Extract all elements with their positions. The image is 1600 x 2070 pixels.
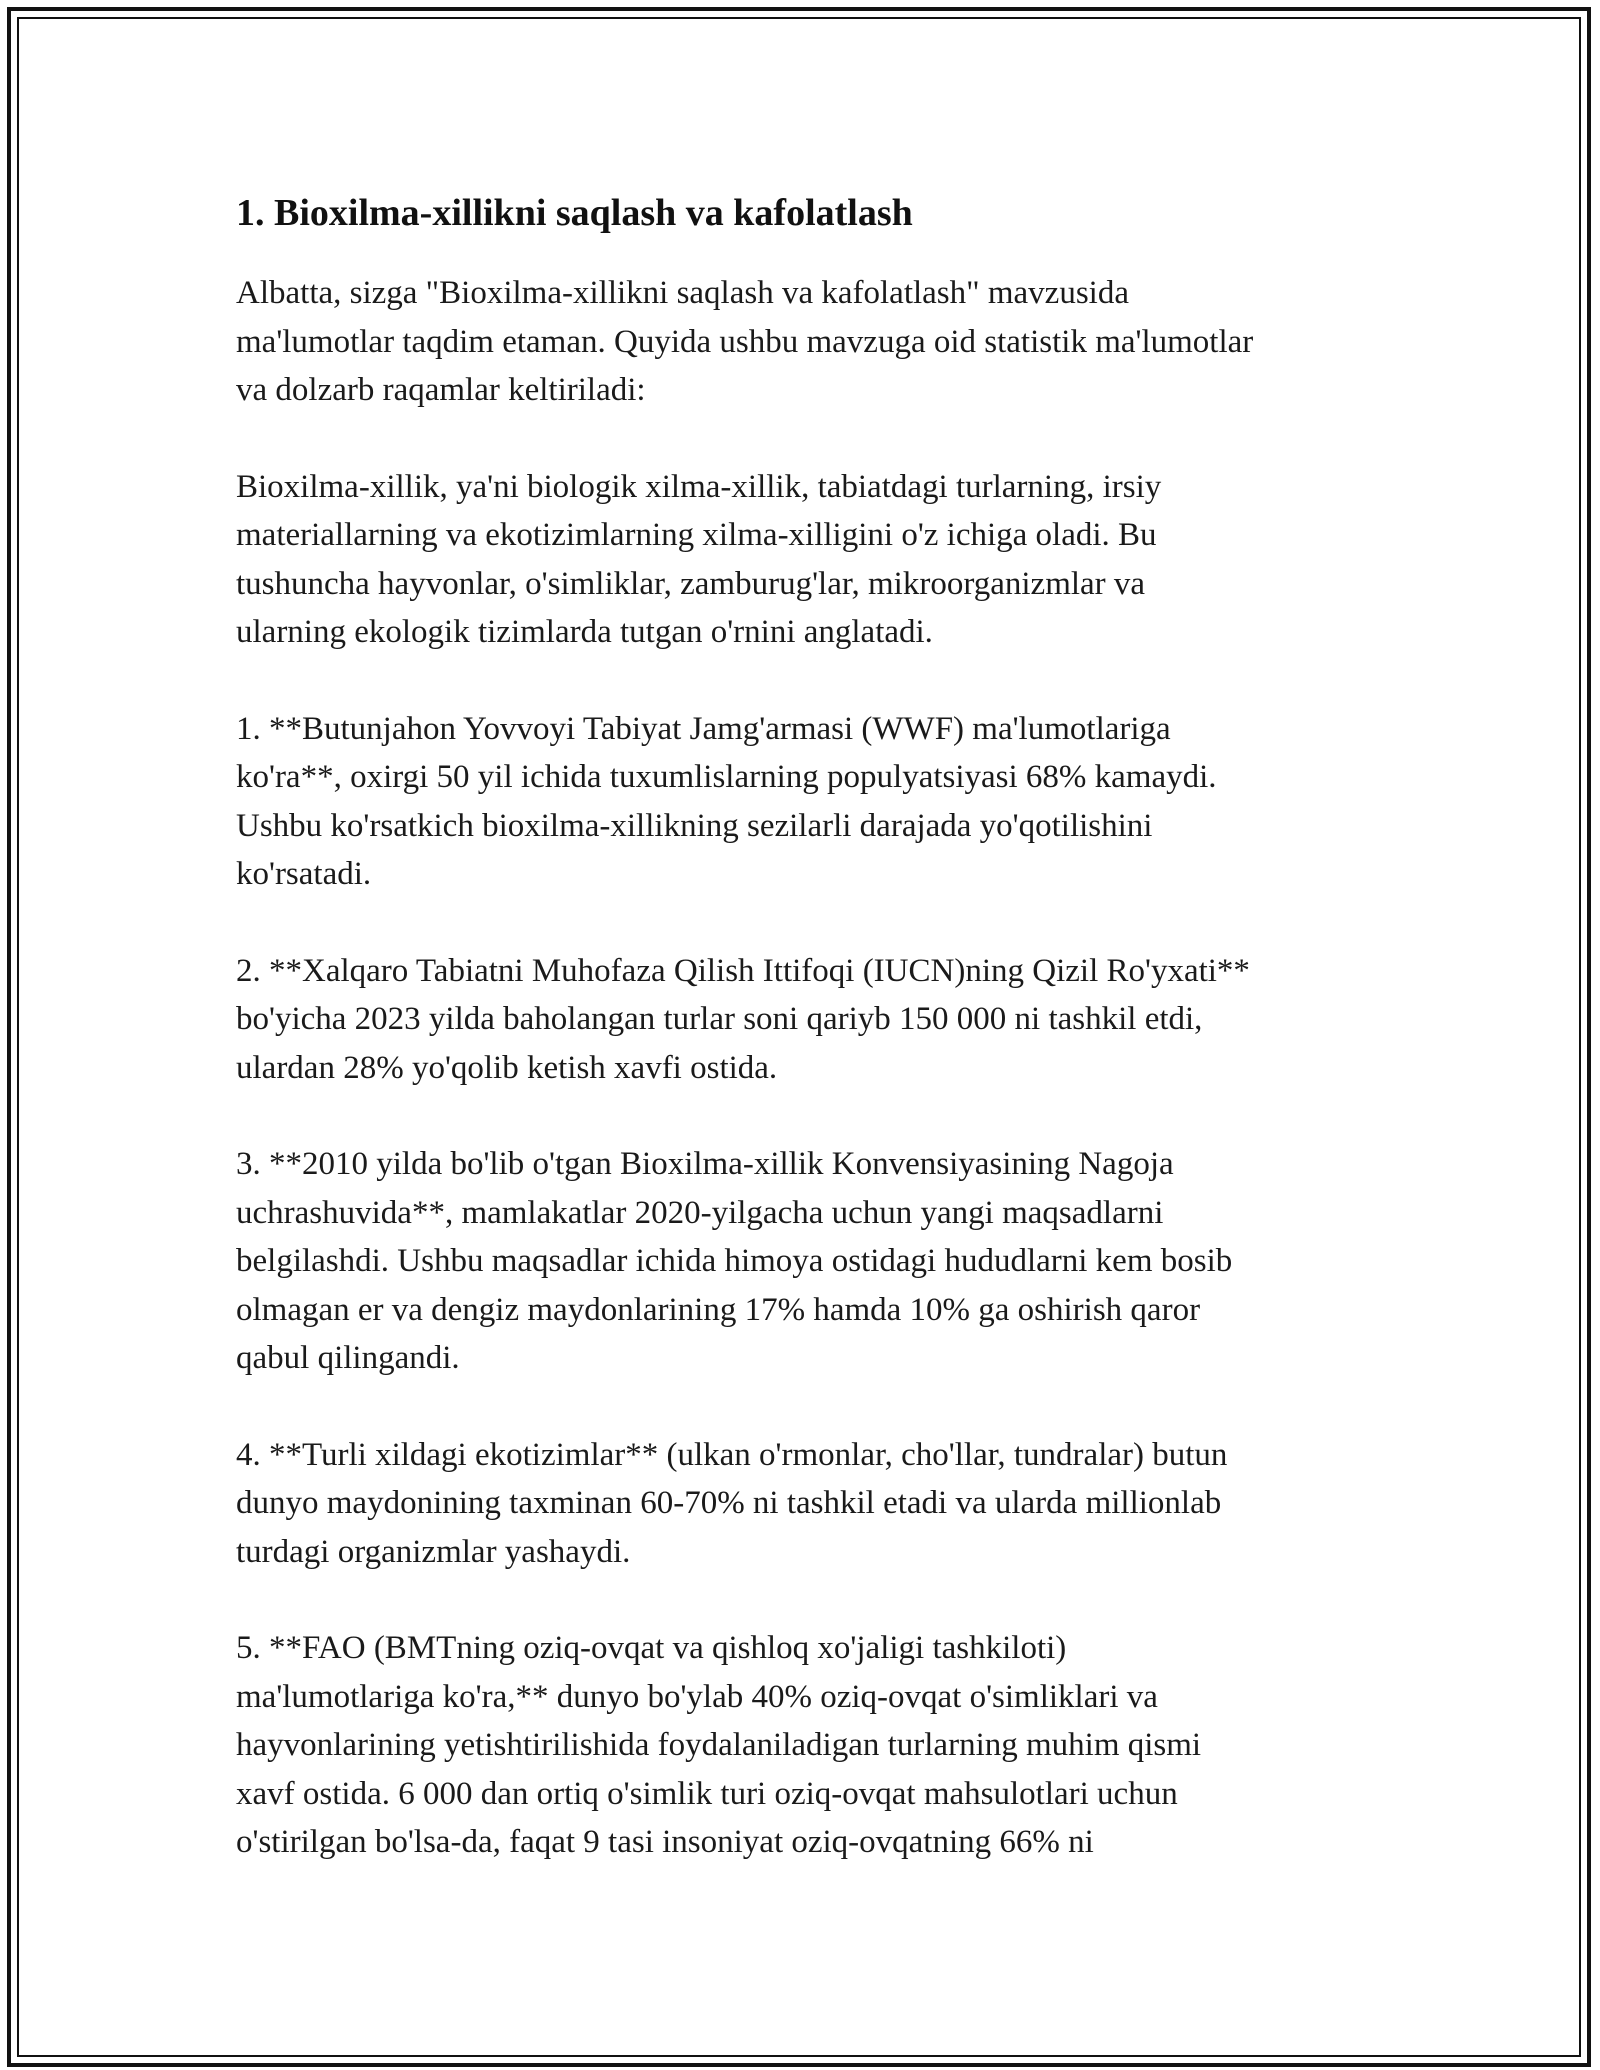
list-item-ecosystems: 4. **Turli xildagi ekotizimlar** (ulkan o'rmonlar, cho'llar, tundralar) butun dunyo maydonining taxminan 60-70% ni tashkil etadi va ularda millionlab turdagi organizmlar yashaydi. — [236, 1436, 1228, 1570]
list-item-wwf: 1. **Butunjahon Yovvoyi Tabiyat Jamg'armasi (WWF) ma'lumotlariga ko'ra**, oxirgi 50 yil ichida tuxumlislarning populyatsiyasi 68% kamaydi. Ushbu ko'rsatkich bioxilma-xillikning sezilarli darajada yo'qotilishini ko'rsatadi. — [236, 710, 1217, 892]
list-item-fao: 5. **FAO (BMTning oziq-ovqat va qishloq xo'jaligi tashkiloti) ma'lumotlariga ko'ra,** dunyo bo'ylab 40% oziq-ovqat o'simliklari va hayvonlarining yetishtirilishida foydalaniladigan turlarning muhim qismi xavf ostida. 6 000 dan ortiq o'simlik turi oziq-ovqat mahsulotlari uchun o'stirilgan bo'lsa-da, faqat 9 tasi insoniyat oziq-ovqatning 66% ni — [236, 1630, 1202, 1860]
document-body — [236, 185, 1386, 1867]
list-item-nagoya: 3. **2010 yilda bo'lib o'tgan Bioxilma-xillik Konvensiyasining Nagoja uchrashuvida**, mamlakatlar 2020-yilgacha uchun yangi maqsadlarni belgilashdi. Ushbu maqsadlar ichida himoya ostidagi hududlarni kem bosib olmagan er va dengiz maydonlarining 17% hamda 10% ga oshirish qaror qabul qilingandi. — [236, 1146, 1233, 1376]
definition-paragraph: Bioxilma-xillik, ya'ni biologik xilma-xillik, tabiatdagi turlarning, irsiy materiallarning va ekotizimlarning xilma-xilligini o'z ichiga oladi. Bu tushuncha hayvonlar, o'simliklar, zamburug'lar, mikroorganizmlar va ularning ekologik tizimlarda tutgan o'rnini anglatadi. — [236, 468, 1162, 650]
intro-paragraph: Albatta, sizga "Bioxilma-xillikni saqlash va kafolatlash" mavzusida ma'lumotlar taqdim etaman. Quyida ushbu mavzuga oid statistik ma'lumotlar va dolzarb raqamlar keltiriladi: — [236, 275, 1254, 408]
document-heading: 1. Bioxilma-xillikni saqlash va kafolatlash — [236, 192, 913, 234]
list-item-iucn: 2. **Xalqaro Tabiatni Muhofaza Qilish Ittifoqi (IUCN)ning Qizil Ro'yxati** bo'yicha 2023 yilda baholangan turlar soni qariyb 150 000 ni tashkil etdi, ulardan 28% yo'qolib ketish xavfi ostida. — [236, 952, 1250, 1086]
